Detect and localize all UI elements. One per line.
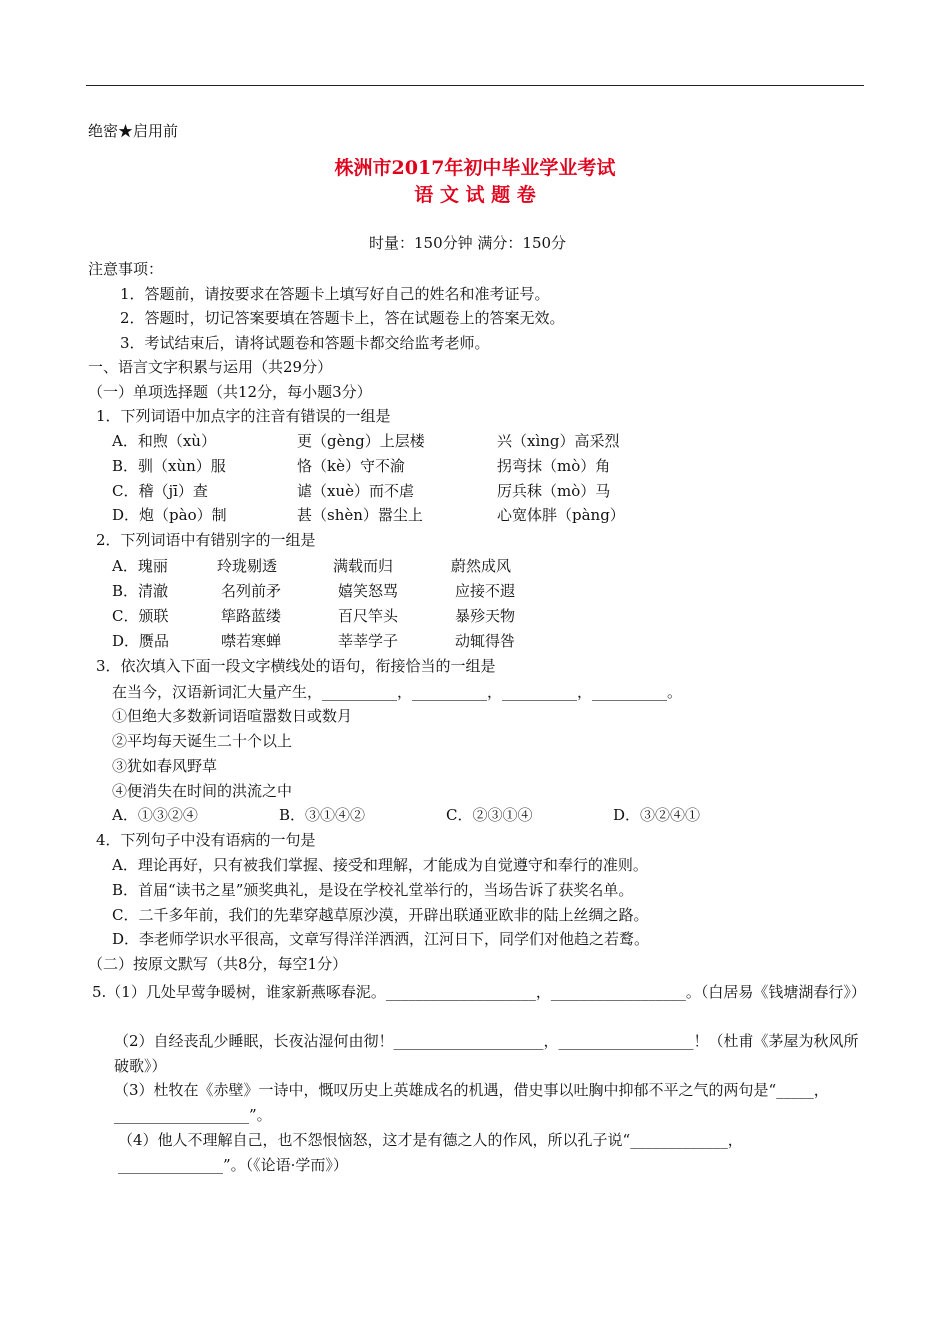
section-heading: 一、语言文字积累与运用（共29分） (88, 358, 333, 376)
q1-cell: A．和煦（xù） (112, 432, 216, 450)
q2-cell: D．赝品 (112, 632, 170, 650)
q1-cell: D．炮（pào）制 (112, 506, 227, 524)
q3-option: D．③②④① (613, 806, 701, 824)
q4-option: C．二千多年前，我们的先辈穿越草原沙漠，开辟出联通亚欧非的陆上丝绸之路。 (112, 906, 649, 924)
q2-cell: 满载而归 (333, 557, 394, 575)
q3-option: C．②③①④ (446, 806, 533, 824)
q2-cell: 名列前矛 (221, 582, 282, 600)
q4-option: A．理论再好，只有被我们掌握、接受和理解，才能成为自觉遵守和奉行的准则。 (112, 856, 648, 874)
q1-cell: 更（gèng）上层楼 (297, 432, 425, 450)
q2-cell: 筚路蓝缕 (221, 607, 282, 625)
q1-cell: 恪（kè）守不渝 (297, 457, 405, 475)
q1-cell: 心宽体胖（pàng） (497, 506, 625, 524)
notice-item: 2．答题时，切记答案要填在答题卡上，答在试题卷上的答案无效。 (120, 309, 565, 327)
subsection-heading: （一）单项选择题（共12分，每小题3分） (88, 383, 372, 401)
q1-cell: B．驯（xùn）服 (112, 457, 226, 475)
q3-item: ②平均每天诞生二十个以上 (112, 732, 293, 750)
q1-cell: C．稽（jī）查 (112, 482, 208, 500)
secret-label: 绝密★启用前 (88, 122, 179, 140)
question-stem: 2．下列词语中有错别字的一组是 (96, 531, 316, 549)
q1-cell: 厉兵秣（mò）马 (497, 482, 611, 500)
q2-cell: 百尺竿头 (338, 607, 399, 625)
q2-cell: 应接不遐 (455, 582, 516, 600)
q2-cell: 噤若寒蝉 (221, 632, 282, 650)
q1-cell: 甚（shèn）嚣尘上 (297, 506, 423, 524)
notice-item: 3．考试结束后，请将试题卷和答题卡都交给监考老师。 (120, 334, 490, 352)
notice-item: 1．答题前，请按要求在答题卡上填写好自己的姓名和准考证号。 (120, 285, 550, 303)
q2-cell: 莘莘学子 (338, 632, 399, 650)
q1-cell: 兴（xìng）高采烈 (497, 432, 620, 450)
q3-item: ④便消失在时间的洪流之中 (112, 782, 293, 800)
subsection-heading: （二）按原文默写（共8分，每空1分） (88, 955, 348, 973)
q3-option: A．①③②④ (112, 806, 198, 824)
question-stem: 1．下列词语中加点字的注音有错误的一组是 (96, 407, 391, 425)
q1-cell: 拐弯抹（mò）角 (497, 457, 611, 475)
q4-option: B．首届“读书之星”颁奖典礼，是设在学校礼堂举行的，当场告诉了获奖名单。 (112, 881, 634, 899)
q3-option: B．③①④② (279, 806, 366, 824)
q2-cell: C．颁联 (112, 607, 169, 625)
question-stem: 3．依次填入下面一段文字横线处的语句，衔接恰当的一组是 (96, 657, 496, 675)
q5-item: （2）自经丧乱少睡眠，长夜沾湿何由彻！____________________，__________________！（杜甫《茅屋为秋风所破歌》） (114, 1032, 859, 1075)
q5-item: （4）他人不理解自己，也不怨恨恼怒，这才是有德之人的作风，所以孔子说“_____________，______________”。（《论语·学而》） (118, 1131, 743, 1174)
notice-heading: 注意事项： (88, 260, 164, 278)
q2-cell: B．清澈 (112, 582, 169, 600)
q3-passage: 在当今，汉语新词汇大量产生，__________，__________，__________，__________。 (112, 683, 683, 701)
q3-item: ③犹如春风野草 (112, 757, 218, 775)
question-stem: 4．下列句子中没有语病的一句是 (96, 831, 316, 849)
q5-item: 5.（1）几处早莺争暖树，谁家新燕啄春泥。____________________，__________________。（白居易《钱塘湖春行》） (92, 983, 866, 1001)
top-rule (86, 85, 864, 86)
q2-cell: 玲珑剔透 (217, 557, 278, 575)
q2-cell: 动辄得咎 (455, 632, 516, 650)
q2-cell: 嬉笑怒骂 (338, 582, 399, 600)
time-info: 时量：150分钟 满分：150分 (369, 234, 567, 252)
q3-item: ①但绝大多数新词语喧嚣数日或数月 (112, 707, 353, 725)
q2-cell: 暴殄天物 (455, 607, 516, 625)
exam-title: 株洲市2017年初中毕业学业考试 (334, 157, 616, 179)
q4-option: D．李老师学识水平很高，文章写得洋洋洒洒，江河日下，同学们对他趋之若鹜。 (112, 930, 650, 948)
paper-title: 语 文 试 题 卷 (414, 184, 536, 206)
q5-item: （3）杜牧在《赤壁》一诗中，慨叹历史上英雄成名的机遇，借史事以吐胸中抑郁不平之气的两句是“_____，__________________”。 (114, 1081, 829, 1124)
q1-cell: 谑（xuè）而不虐 (297, 482, 414, 500)
q2-cell: 蔚然成风 (451, 557, 512, 575)
q2-cell: A．瑰丽 (112, 557, 168, 575)
